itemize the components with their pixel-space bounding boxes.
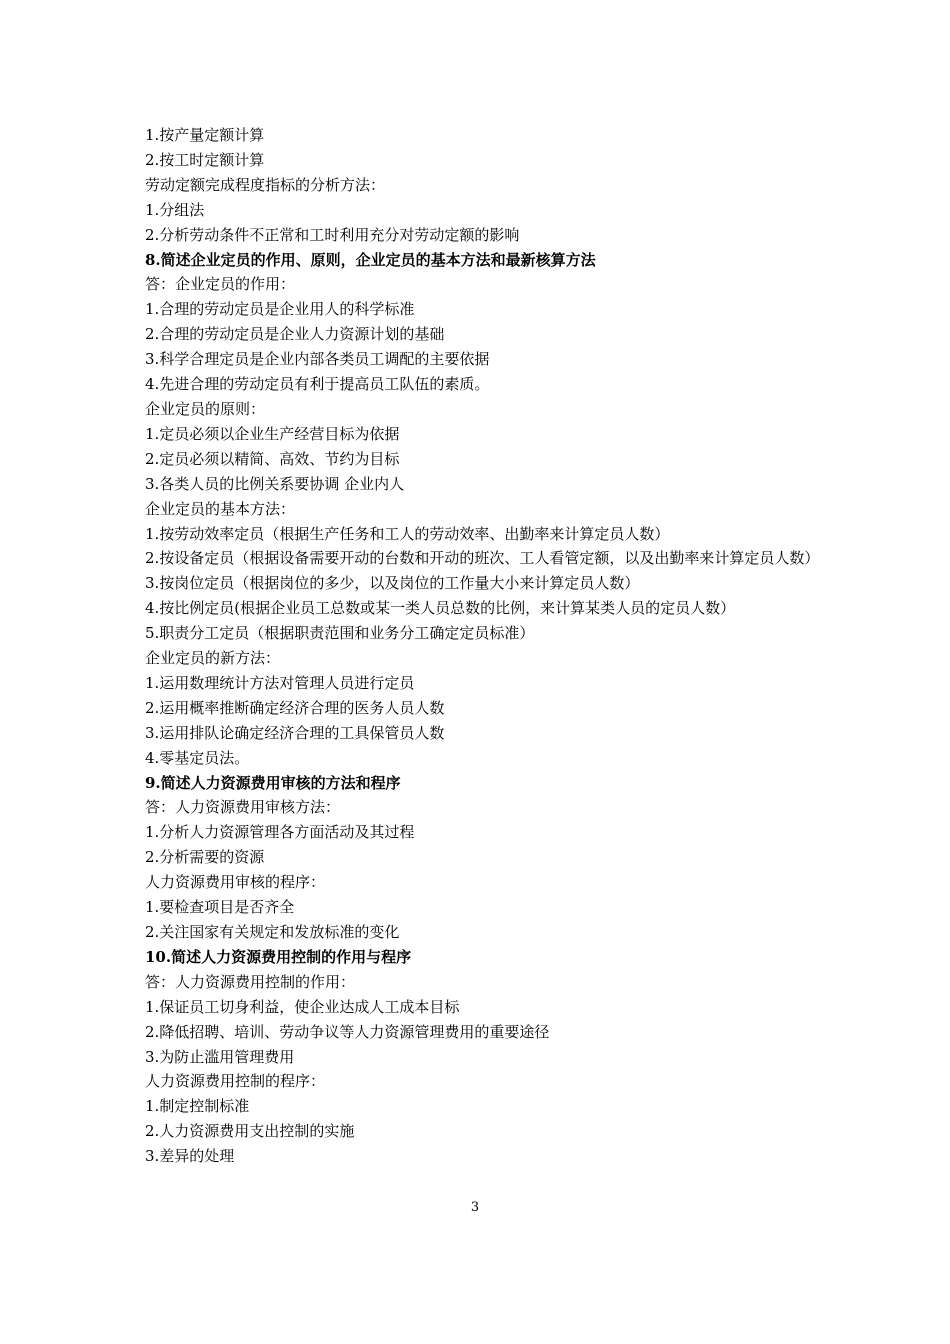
text-line: 答：人力资源费用控制的作用： [145, 972, 356, 991]
text-line: 2.分析需要的资源 [145, 848, 265, 867]
text-line: 企业定员的原则： [145, 399, 266, 418]
text-line: 人力资源费用审核的程序： [145, 873, 326, 892]
document-body [145, 123, 820, 1169]
text-line: 3.按岗位定员（根据岗位的多少，以及岗位的工作量大小来计算定员人数） [145, 574, 640, 593]
text-line: 3.科学合理定员是企业内部各类员工调配的主要依据 [145, 350, 490, 369]
text-line: 3.各类人员的比例关系要协调 企业内人 [145, 474, 405, 493]
text-line: 2.按设备定员（根据设备需要开动的台数和开动的班次、工人看管定额，以及出勤率来计算定员人数） [145, 549, 820, 568]
text-line: 2.降低招聘、培训、劳动争议等人力资源管理费用的重要途径 [145, 1022, 550, 1041]
text-line: 1.按产量定额计算 [145, 126, 265, 144]
text-line: 企业定员的新方法： [145, 649, 281, 668]
text-line: 人力资源费用控制的程序： [145, 1072, 326, 1091]
text-line: 答：人力资源费用审核方法： [145, 798, 341, 817]
text-line: 1.分析人力资源管理各方面活动及其过程 [145, 823, 415, 842]
text-line: 1.运用数理统计方法对管理人员进行定员 [145, 673, 415, 692]
text-line: 2.关注国家有关规定和发放标准的变化 [145, 923, 400, 941]
text-line: 2.运用概率推断确定经济合理的医务人员人数 [145, 698, 445, 717]
text-line: 2.按工时定额计算 [145, 150, 265, 169]
text-line: 1.合理的劳动定员是企业用人的科学标准 [145, 300, 415, 319]
text-line: 4.按比例定员(根据企业员工总数或某一类人员总数的比例，来计算某类人员的定员人数） [145, 599, 736, 618]
text-line: 3.运用排队论确定经济合理的工具保管员人数 [145, 723, 445, 742]
text-line: 1.定员必须以企业生产经营目标为依据 [145, 424, 400, 443]
text-line: 3.为防止滥用管理费用 [145, 1047, 295, 1066]
text-line: 1.保证员工切身利益，使企业达成人工成本目标 [145, 997, 460, 1016]
text-line: 答：企业定员的作用： [145, 275, 296, 294]
text-line: 2.定员必须以精简、高效、节约为目标 [145, 449, 400, 468]
section-heading: 8.简述企业定员的作用、原则，企业定员的基本方法和最新核算方法 [145, 250, 596, 269]
text-line: 4.先进合理的劳动定员有利于提高员工队伍的素质。 [145, 375, 490, 394]
section-heading: 10.简述人力资源费用控制的作用与程序 [145, 947, 412, 966]
text-line: 1.分组法 [145, 200, 205, 219]
text-line: 企业定员的基本方法： [145, 499, 296, 518]
text-line: 1.要检查项目是否齐全 [145, 898, 295, 917]
text-line: 1.制定控制标准 [145, 1097, 250, 1116]
text-line: 3.差异的处理 [145, 1147, 235, 1166]
section-heading: 9.简述人力资源费用审核的方法和程序 [145, 773, 401, 792]
text-line: 2.合理的劳动定员是企业人力资源计划的基础 [145, 325, 445, 344]
text-line: 2.人力资源费用支出控制的实施 [145, 1122, 355, 1141]
text-line: 1.按劳动效率定员（根据生产任务和工人的劳动效率、出勤率来计算定员人数） [145, 524, 670, 543]
text-line: 5.职责分工定员（根据职责范围和业务分工确定定员标准） [145, 624, 535, 643]
text-line: 劳动定额完成程度指标的分析方法： [145, 175, 386, 194]
text-line: 2.分析劳动条件不正常和工时利用充分对劳动定额的影响 [145, 225, 520, 244]
text-line: 4.零基定员法。 [145, 748, 250, 767]
page-number: 3 [470, 1200, 480, 1215]
